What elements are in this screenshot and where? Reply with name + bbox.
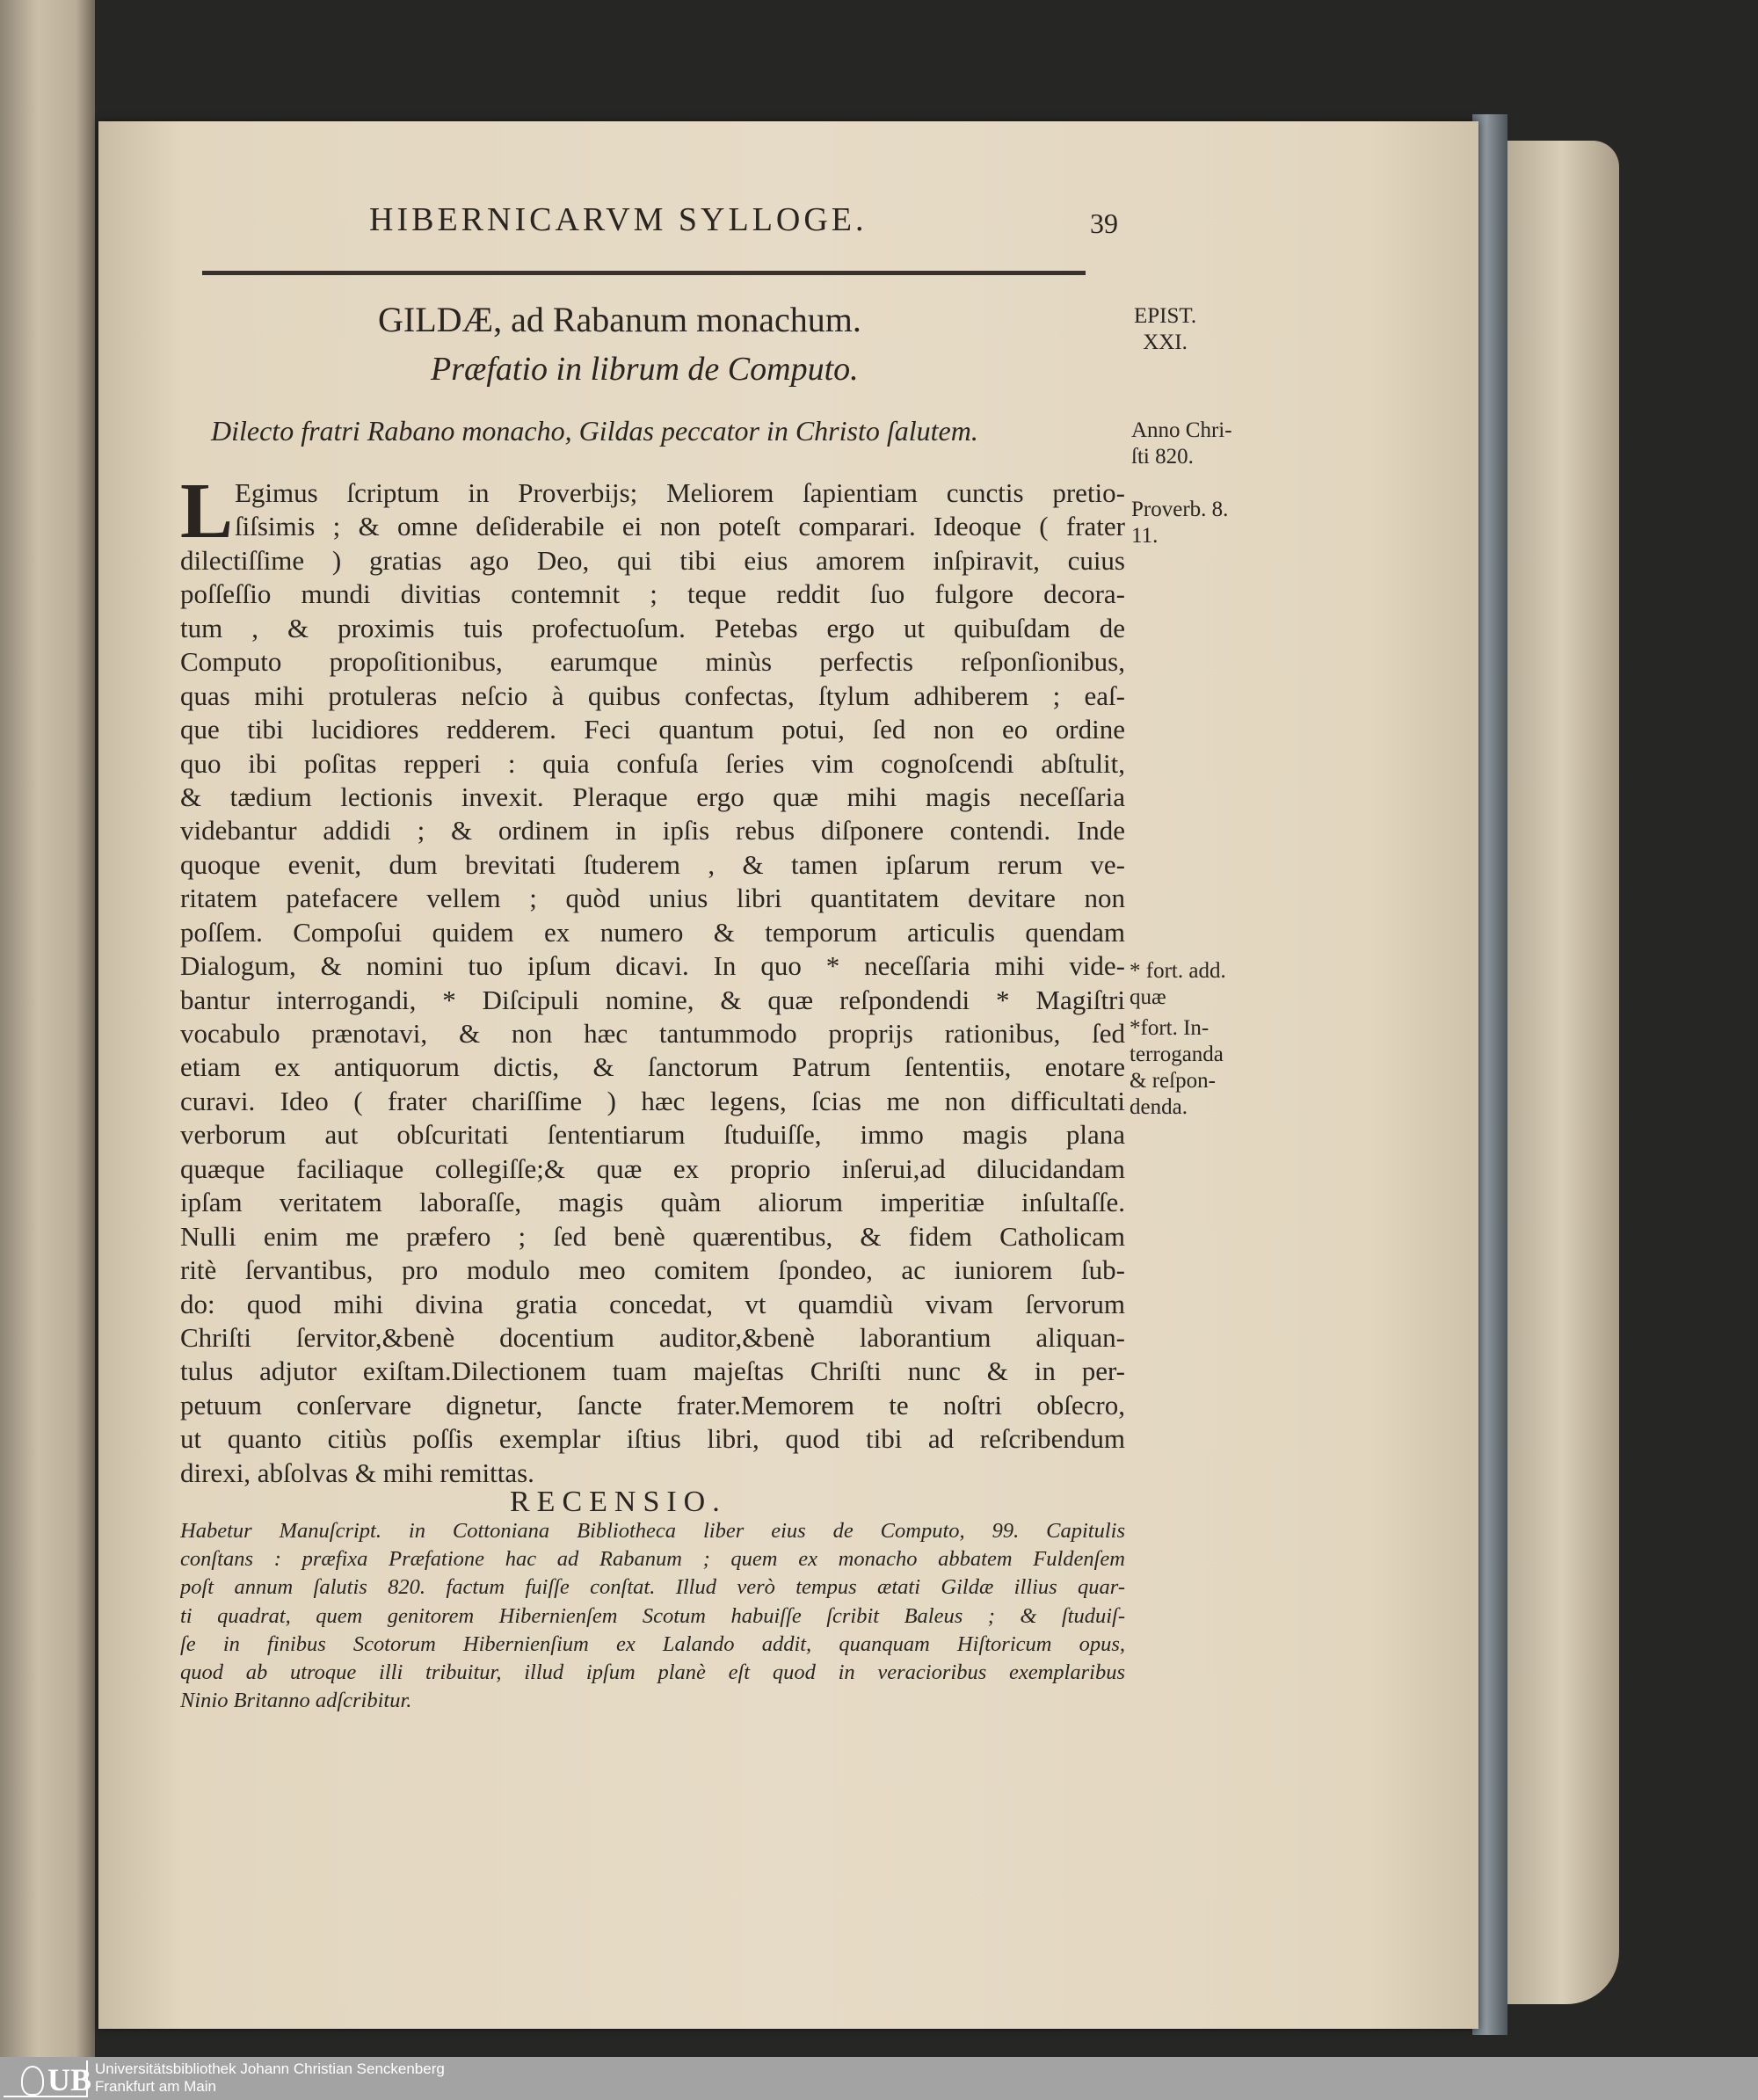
text-line: ti quadrat, quem genitorem Hibernienſem Scotum habuiſſe ſcribit Baleus ; & ſtuduiſ- <box>180 1603 1125 1628</box>
library-city: Frankfurt am Main <box>95 2078 216 2095</box>
margin-line: Proverb. 8. <box>1131 498 1229 521</box>
text-line: Computo propoſitionibus, earumque minùs perfectis reſponſionibus, <box>180 646 1125 678</box>
footer-bar <box>0 2057 1758 2100</box>
text-line: verborum aut obſcuritati ſententiarum ſtuduiſſe, immo magis plana <box>180 1119 1125 1151</box>
text-line: ſiſsimis ; & omne deſiderabile ei non poteſt comparari. Ideoque ( frater <box>235 511 1125 542</box>
text-line: quæque faciliaque collegiſſe;& quæ ex proprio inſerui,ad dilucidandam <box>180 1152 1125 1184</box>
margin-proverb <box>1131 497 1228 549</box>
text-line: Ninio Britanno adſcribitur. <box>180 1689 412 1713</box>
text-line: petuum conſervare dignetur, ſancte frater.Memorem te noſtri obſecro, <box>180 1389 1125 1421</box>
text-line: quas mihi protuleras neſcio à quibus confectas, ſtylum adhiberem ; eaſ- <box>180 679 1125 711</box>
text-line: que tibi lucidiores redderem. Feci quantum potui, ſed non eo ordine <box>180 714 1125 745</box>
margin-epist <box>1134 303 1196 356</box>
margin-line: & reſpon- <box>1130 1069 1216 1093</box>
margin-line: quæ <box>1130 985 1166 1009</box>
page-curl <box>1505 141 1619 2004</box>
margin-fort-add <box>1130 958 1226 1011</box>
text-line: curavi. Ideo ( frater chariſſime ) hæc legens, ſcias me non difficultati <box>180 1085 1125 1116</box>
letter-body <box>180 468 1125 1490</box>
header-rule <box>202 271 1086 275</box>
text-line: ut quanto citiùs poſſis exemplar iſtius libri, quod tibi ad reſcribendum <box>180 1423 1125 1455</box>
text-line: tulus adjutor exiſtam.Dilectionem tuam majeſtas Chriſti nunc & in per- <box>180 1355 1125 1387</box>
text-line: bantur interrogandi, * Diſcipuli nomine, & quæ reſpondendi * Magiſtri <box>180 984 1125 1015</box>
text-line: poſſem. Compoſui quidem ex numero & temporum articulis quendam <box>180 916 1125 948</box>
text-line: poſſeſſio mundi divitias contemnit ; teque reddit ſuo fulgore decora- <box>180 578 1125 610</box>
text-line: ſe in finibus Scotorum Hibernienſium ex Lalando addit, quanquam Hiſtoricum opus, <box>180 1631 1125 1656</box>
text-line: Nulli enim me præfero ; ſed benè quærentibus, & fidem Catholicam <box>180 1220 1125 1252</box>
portrait-icon <box>21 2066 44 2096</box>
text-line: quo ibi poſitas repperi : quia confuſa ſeries vim cognoſcendi abſtulit, <box>180 747 1125 779</box>
text-line: Habetur Manuſcript. in Cottoniana Bibliotheca liber eius de Computo, 99. Capitulis <box>180 1519 1125 1543</box>
text-line: videbantur addidi ; & ordinem in ipſis rebus diſponere contendi. Inde <box>180 815 1125 847</box>
recensio-body <box>180 1517 1125 1715</box>
recensio-heading: RECENSIO. <box>510 1486 727 1518</box>
logo-text: UB <box>47 2062 92 2097</box>
text-line: dilectiſſime ) gratias ago Deo, qui tibi eius amorem inſpiravit, cuius <box>180 544 1125 576</box>
margin-line: denda. <box>1130 1095 1188 1119</box>
text-line: quoque evenit, dum brevitati ſtuderem , & tamen ipſarum rerum ve- <box>180 848 1125 880</box>
margin-line: XXI. <box>1143 331 1188 354</box>
letter-title: GILDÆ, ad Rabanum monachum. <box>378 300 861 339</box>
text-line: conſtans : præfixa Præfatione hac ad Rabanum ; quem ex monacho abbatem Fuldenſem <box>180 1547 1125 1572</box>
text-line: ipſam veritatem laboraſſe, magis quàm aliorum imperitiæ inſultaſſe. <box>180 1187 1125 1218</box>
margin-line: ſti 820. <box>1131 445 1194 469</box>
margin-line: terroganda <box>1130 1043 1224 1066</box>
margin-anno <box>1131 418 1232 470</box>
text-line: ritatem patefacere vellem ; quòd unius libri quantitatem devitare non <box>180 883 1125 914</box>
text-line: Dialogum, & nomini tuo ipſum dicavi. In quo * neceſſaria mihi vide- <box>180 950 1125 982</box>
salutation: Dilecto fratri Rabano monacho, Gildas peccator in Christo ſalutem. <box>211 415 978 447</box>
text-line: quod ab utroque illi tribuitur, illud ipſum planè eſt quod in veracioribus exemplaribus <box>180 1660 1125 1684</box>
margin-line: Anno Chri- <box>1131 418 1232 442</box>
margin-line: EPIST. <box>1134 304 1197 328</box>
margin-line: 11. <box>1131 524 1159 548</box>
drop-cap: L <box>180 468 234 555</box>
letter-subtitle: Præfatio in librum de Computo. <box>431 351 859 388</box>
margin-fort-interroganda <box>1130 1015 1224 1121</box>
text-line: poſt annum ſalutis 820. factum fuiſſe conſtat. Illud verò tempus ætati Gildæ illius quar- <box>180 1575 1125 1600</box>
margin-line: * fort. add. <box>1130 959 1226 983</box>
text-line: direxi, abſolvas & mihi remittas. <box>180 1457 534 1488</box>
text-line: tum , & proximis tuis profectuoſum. Petebas ergo ut quibuſdam de <box>180 612 1125 643</box>
library-name: Universitätsbibliothek Johann Christian Senckenberg <box>95 2060 445 2077</box>
text-line: do: quod mihi divina gratia concedat, vt quamdiù vivam ſervorum <box>180 1288 1125 1319</box>
text-line: etiam ex antiquorum dictis, & ſanctorum Patrum ſententiis, enotare <box>180 1051 1125 1083</box>
text-line: vocabulo prænotavi, & non hæc tantummodo proprijs rationibus, ſed <box>180 1018 1125 1049</box>
library-logo[interactable] <box>4 2060 92 2097</box>
running-title: HIBERNICARVM SYLLOGE. <box>369 201 868 238</box>
text-line: Chriſti ſervitor,&benè docentium auditor,&benè laborantium aliquan- <box>180 1321 1125 1353</box>
text-line: & tædium lectionis invexit. Pleraque ergo quæ mihi magis neceſſaria <box>180 781 1125 812</box>
margin-line: *fort. In- <box>1130 1016 1210 1040</box>
facing-page-edge <box>0 0 95 2057</box>
page-number: 39 <box>1090 207 1118 239</box>
text-line: ritè ſervantibus, pro modulo meo comitem ſpondeo, ac iuniorem ſub- <box>180 1254 1125 1286</box>
text-line: Egimus ſcriptum in Proverbijs; Meliorem ſapientiam cunctis pretio- <box>235 477 1125 508</box>
